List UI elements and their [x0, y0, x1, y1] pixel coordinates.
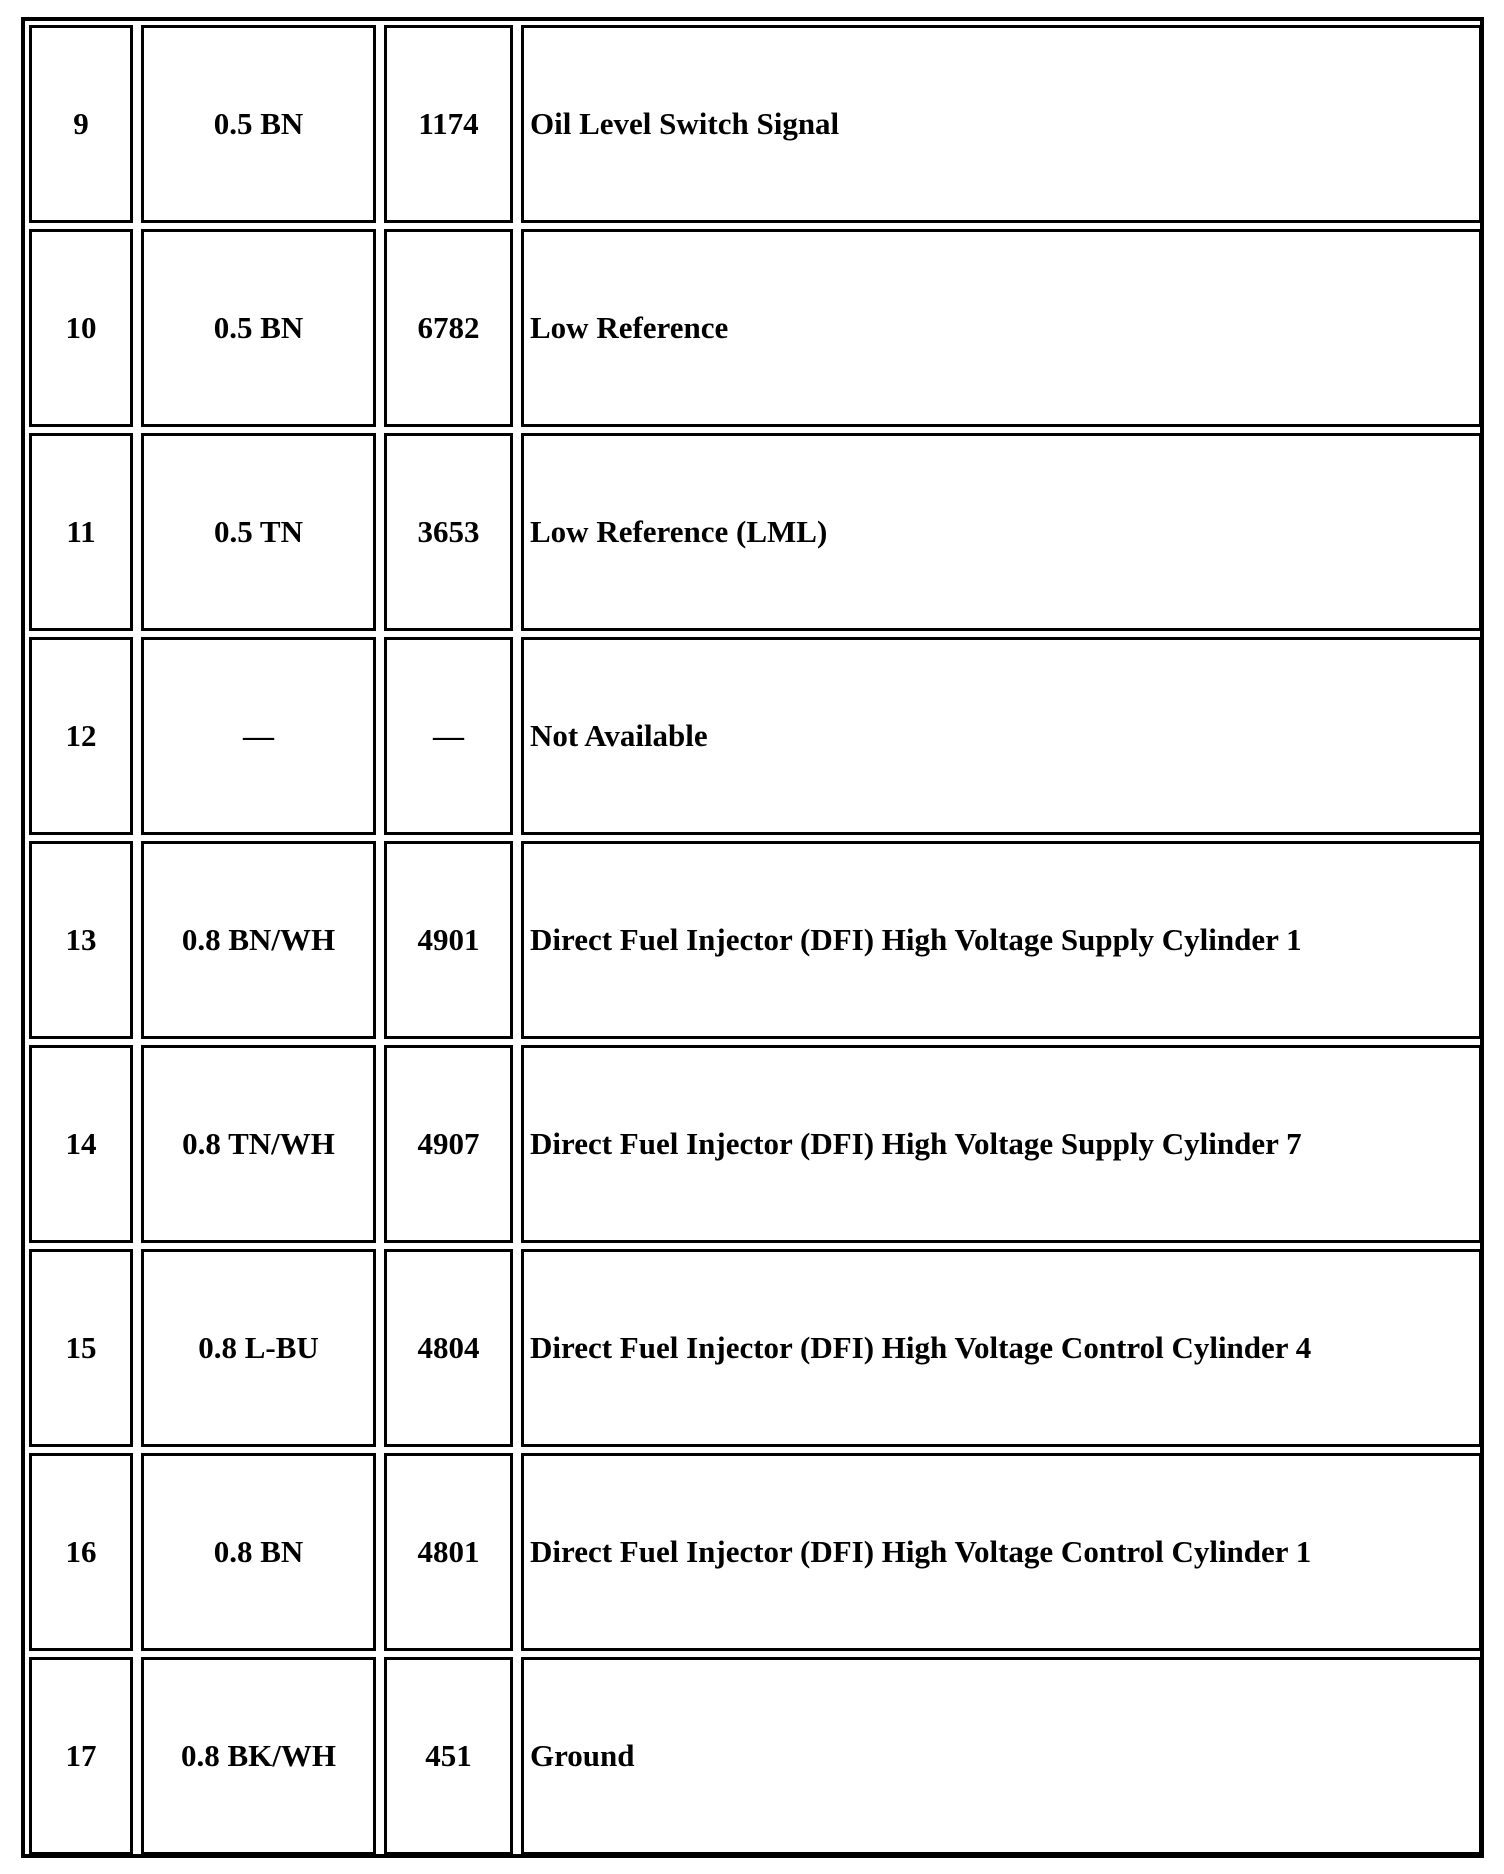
table-row [25, 1653, 1480, 1859]
wire-cell: — [141, 637, 376, 835]
pin-cell: 17 [29, 1657, 133, 1855]
pin-cell: 10 [29, 229, 133, 427]
table-row [25, 21, 1480, 227]
table-row [25, 837, 1480, 1043]
pin-cell: 14 [29, 1045, 133, 1243]
circuit-cell: 451 [384, 1657, 513, 1855]
circuit-cell: 6782 [384, 229, 513, 427]
connector-pinout-table [21, 17, 1484, 1858]
wire-cell: 0.8 TN/WH [141, 1045, 376, 1243]
wire-cell: 0.8 BK/WH [141, 1657, 376, 1855]
pin-cell: 11 [29, 433, 133, 631]
function-cell: Low Reference (LML) [521, 433, 1482, 631]
pin-cell: 16 [29, 1453, 133, 1651]
circuit-cell: 1174 [384, 25, 513, 223]
function-cell: Low Reference [521, 229, 1482, 427]
function-cell: Direct Fuel Injector (DFI) High Voltage Control Cylinder 1 [521, 1453, 1482, 1651]
circuit-cell: 4901 [384, 841, 513, 1039]
wire-cell: 0.8 BN [141, 1453, 376, 1651]
function-cell: Direct Fuel Injector (DFI) High Voltage Control Cylinder 4 [521, 1249, 1482, 1447]
pin-cell: 15 [29, 1249, 133, 1447]
circuit-cell: — [384, 637, 513, 835]
wire-cell: 0.8 L-BU [141, 1249, 376, 1447]
table-row [25, 225, 1480, 431]
function-cell: Not Available [521, 637, 1482, 835]
table-row [25, 1041, 1480, 1247]
circuit-cell: 4804 [384, 1249, 513, 1447]
table-row [25, 1449, 1480, 1655]
pin-cell: 9 [29, 25, 133, 223]
pin-cell: 12 [29, 637, 133, 835]
wire-cell: 0.5 BN [141, 25, 376, 223]
circuit-cell: 4801 [384, 1453, 513, 1651]
table-row [25, 1245, 1480, 1451]
wire-cell: 0.5 BN [141, 229, 376, 427]
wire-cell: 0.5 TN [141, 433, 376, 631]
table-row [25, 429, 1480, 635]
pin-cell: 13 [29, 841, 133, 1039]
circuit-cell: 4907 [384, 1045, 513, 1243]
function-cell: Oil Level Switch Signal [521, 25, 1482, 223]
circuit-cell: 3653 [384, 433, 513, 631]
wire-cell: 0.8 BN/WH [141, 841, 376, 1039]
table-row [25, 633, 1480, 839]
function-cell: Ground [521, 1657, 1482, 1855]
function-cell: Direct Fuel Injector (DFI) High Voltage Supply Cylinder 7 [521, 1045, 1482, 1243]
function-cell: Direct Fuel Injector (DFI) High Voltage Supply Cylinder 1 [521, 841, 1482, 1039]
